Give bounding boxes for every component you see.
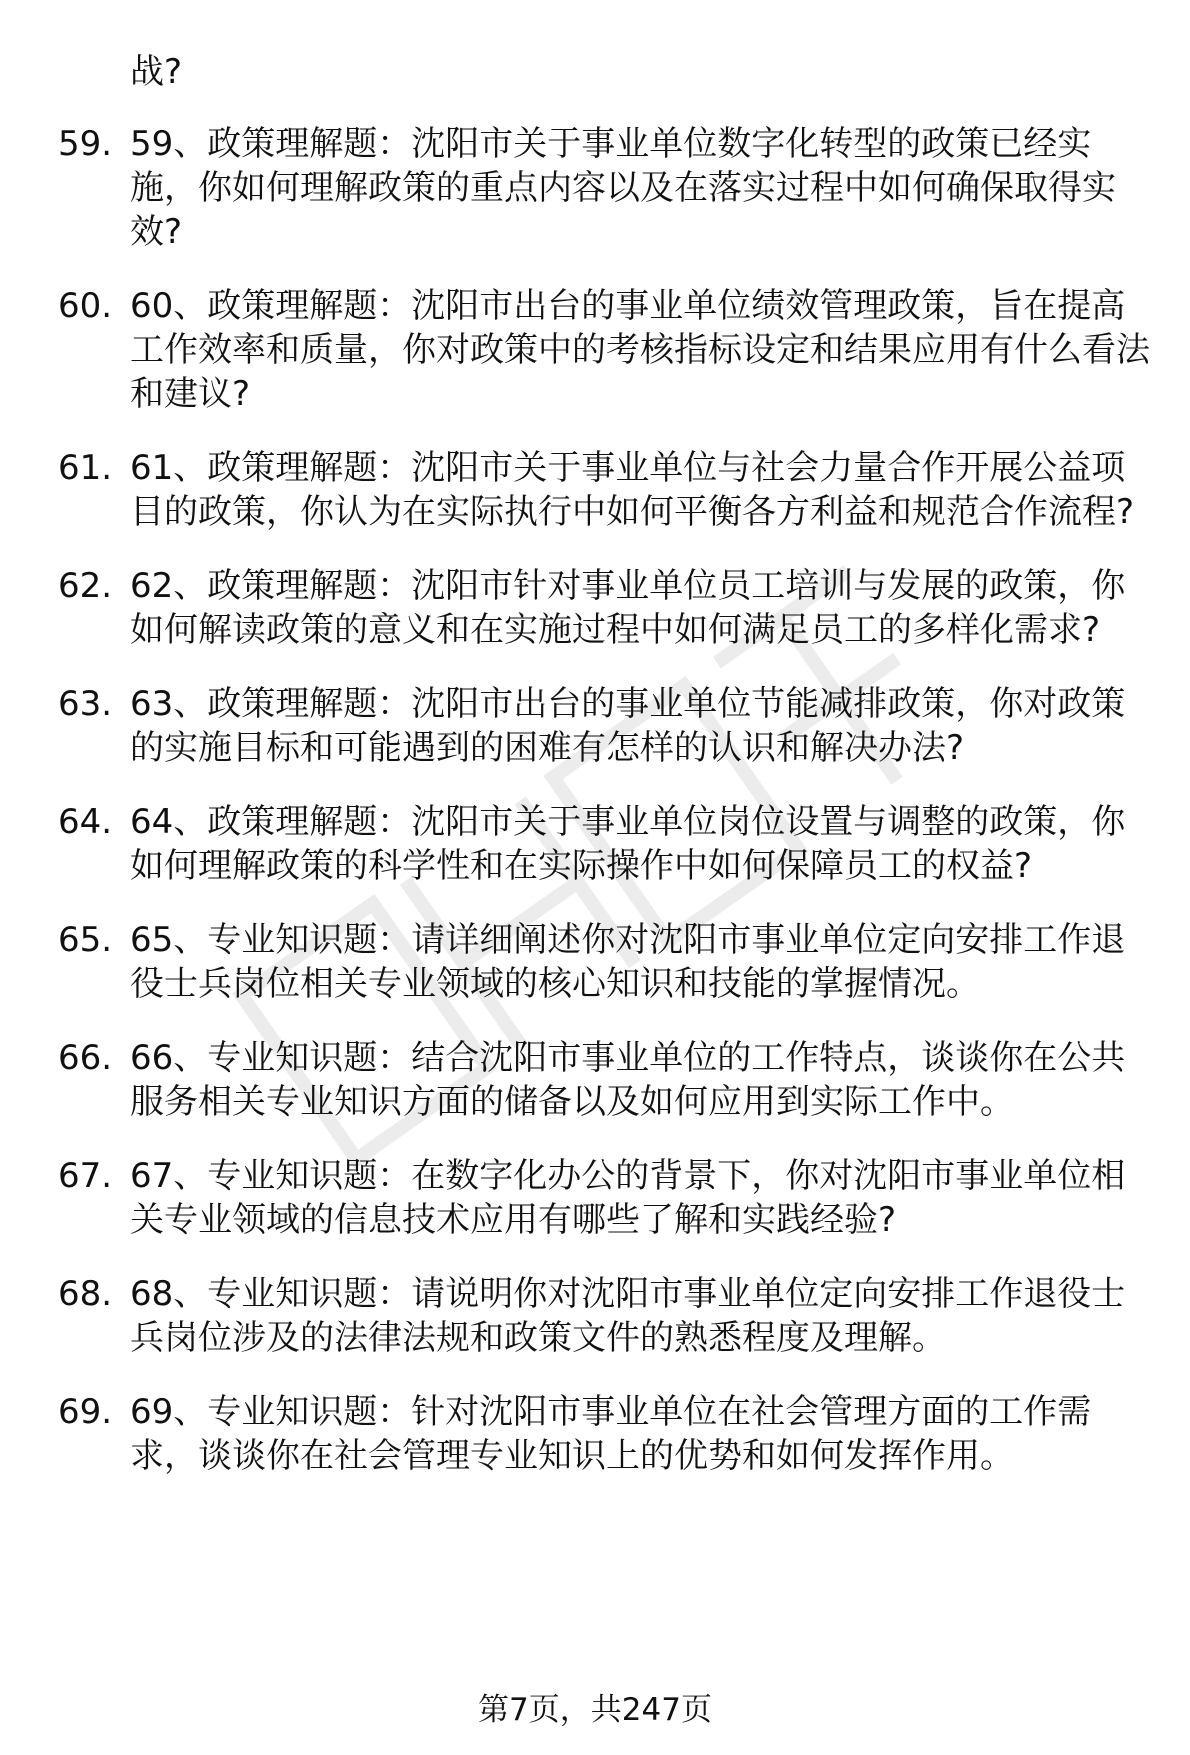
item-number: 61. <box>58 448 113 488</box>
item-text: 65、专业知识题：请详细阐述你对沈阳市事业单位定向安排工作退役士兵岗位相关专业领域的核心知识和技能的掌握情况。 <box>130 920 1126 1004</box>
list-item <box>0 1390 1190 1478</box>
page-footer: 第7页，共247页 <box>478 1692 712 1728</box>
item-number: 69. <box>58 1392 113 1432</box>
item-text: 62、政策理解题：沈阳市针对事业单位员工培训与发展的政策，你如何解读政策的意义和在实施过程中如何满足员工的多样化需求? <box>130 566 1126 650</box>
list-item <box>0 1036 1190 1124</box>
item-number: 64. <box>58 802 113 842</box>
item-number: 62. <box>58 566 113 606</box>
item-number: 66. <box>58 1038 113 1078</box>
list-item <box>0 446 1190 534</box>
list-item <box>0 682 1190 770</box>
item-text: 61、政策理解题：沈阳市关于事业单位与社会力量合作开展公益项目的政策，你认为在实际执行中如何平衡各方利益和规范合作流程? <box>130 448 1135 532</box>
item-text: 66、专业知识题：结合沈阳市事业单位的工作特点，谈谈你在公共服务相关专业知识方面的储备以及如何应用到实际工作中。 <box>130 1038 1126 1122</box>
item-text: 69、专业知识题：针对沈阳市事业单位在社会管理方面的工作需求，谈谈你在社会管理专业知识上的优势和如何发挥作用。 <box>130 1392 1092 1476</box>
list-item <box>0 564 1190 652</box>
item-number: 60. <box>58 286 113 326</box>
item-text: 67、专业知识题：在数字化办公的背景下，你对沈阳市事业单位相关专业领域的信息技术应用有哪些了解和实践经验? <box>130 1156 1126 1240</box>
question-list <box>0 122 1190 1508</box>
continued-text: 战? <box>130 52 183 92</box>
item-number: 67. <box>58 1156 113 1196</box>
item-text: 60、政策理解题：沈阳市出台的事业单位绩效管理政策，旨在提高工作效率和质量，你对政策中的考核指标设定和结果应用有什么看法和建议? <box>130 286 1150 414</box>
list-item <box>0 122 1190 254</box>
item-number: 68. <box>58 1274 113 1314</box>
item-number: 63. <box>58 684 113 724</box>
item-text: 63、政策理解题：沈阳市出台的事业单位节能减排政策，你对政策的实施目标和可能遇到的困难有怎样的认识和解决办法? <box>130 684 1126 768</box>
item-number: 59. <box>58 124 113 164</box>
list-item <box>0 800 1190 888</box>
list-item <box>0 918 1190 1006</box>
item-number: 65. <box>58 920 113 960</box>
list-item <box>0 284 1190 416</box>
list-item <box>0 1272 1190 1360</box>
item-text: 64、政策理解题：沈阳市关于事业单位岗位设置与调整的政策，你如何理解政策的科学性和在实际操作中如何保障员工的权益? <box>130 802 1126 886</box>
item-text: 59、政策理解题：沈阳市关于事业单位数字化转型的政策已经实施，你如何理解政策的重点内容以及在落实过程中如何确保取得实效? <box>130 124 1116 252</box>
item-text: 68、专业知识题：请说明你对沈阳市事业单位定向安排工作退役士兵岗位涉及的法律法规和政策文件的熟悉程度及理解。 <box>130 1274 1126 1358</box>
list-item <box>0 1154 1190 1242</box>
